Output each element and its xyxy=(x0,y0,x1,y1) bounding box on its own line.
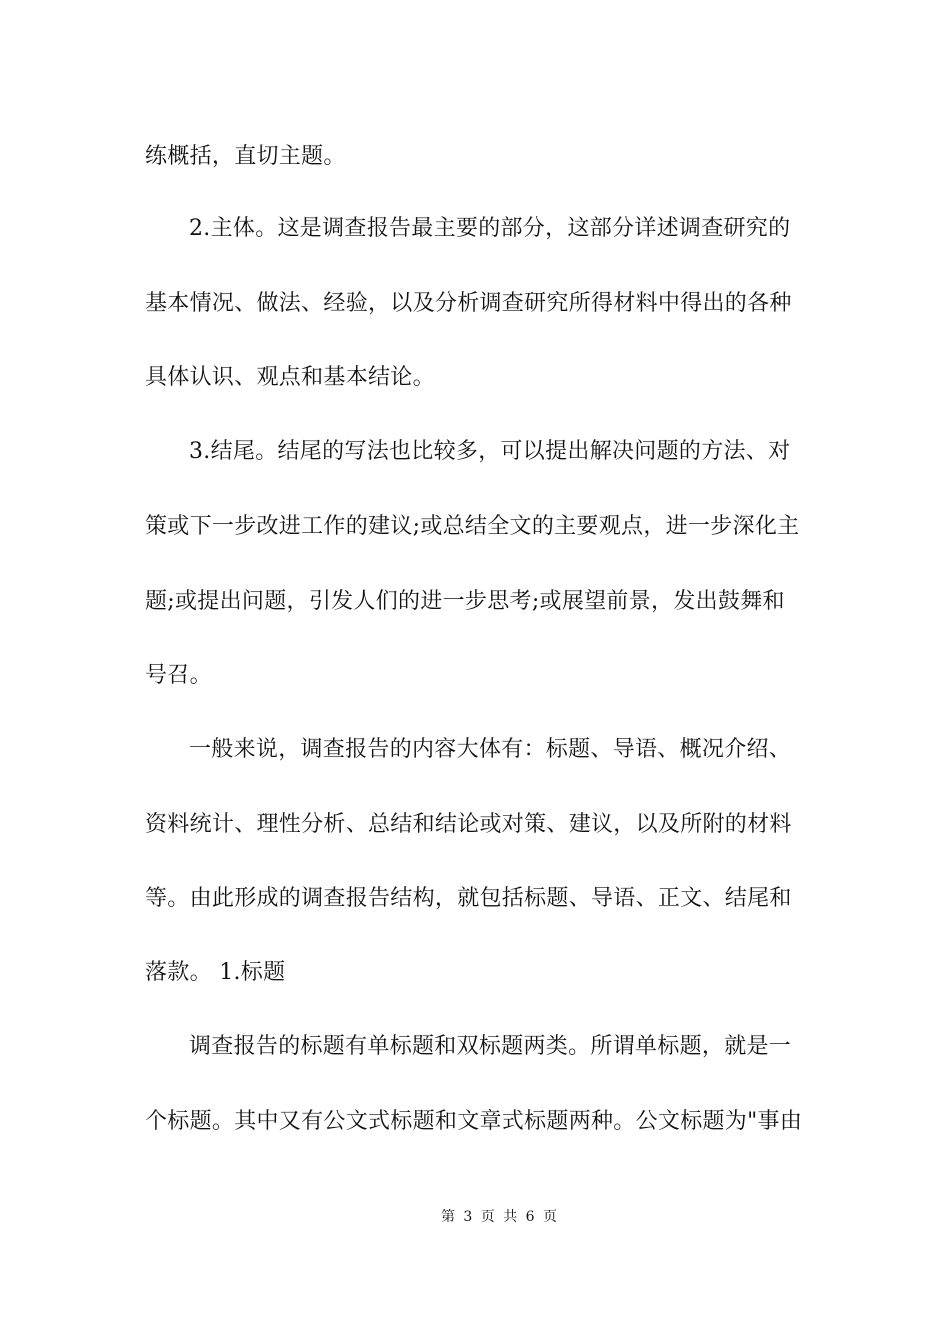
text-line-5: 3.结尾。结尾的写法也比较多，可以提出解决问题的方法、对 xyxy=(189,439,791,464)
text-line-4: 具体认识、观点和基本结论。 xyxy=(145,365,435,390)
text-line-2: 2.主体。这是调查报告最主要的部分，这部分详述调查研究的 xyxy=(189,216,791,241)
text-line-1: 练概括，直切主题。 xyxy=(145,144,346,169)
text-line-8: 号召。 xyxy=(145,663,212,688)
text-line-12: 落款。 1.标题 xyxy=(145,960,286,985)
text-line-10: 资料统计、理性分析、总结和结论或对策、建议，以及所附的材料 xyxy=(145,812,792,837)
text-line-7: 题;或提出问题，引发人们的进一步思考;或展望前景，发出鼓舞和 xyxy=(145,589,785,614)
text-line-13: 调查报告的标题有单标题和双标题两类。所谓单标题，就是一 xyxy=(189,1034,792,1059)
page-number-footer: 第 3 页 共 6 页 xyxy=(440,1209,560,1225)
text-line-11: 等。由此形成的调查报告结构，就包括标题、导语、正文、结尾和 xyxy=(145,886,792,911)
text-line-3: 基本情况、做法、经验，以及分析调查研究所得材料中得出的各种 xyxy=(145,291,792,316)
text-line-9: 一般来说，调查报告的内容大体有：标题、导语、概况介绍、 xyxy=(189,737,792,762)
text-line-6: 策或下一步改进工作的建议;或总结全文的主要观点，进一步深化主 xyxy=(145,514,800,539)
text-line-14: 个标题。其中又有公文式标题和文章式标题两种。公文标题为"事由 xyxy=(145,1109,803,1134)
